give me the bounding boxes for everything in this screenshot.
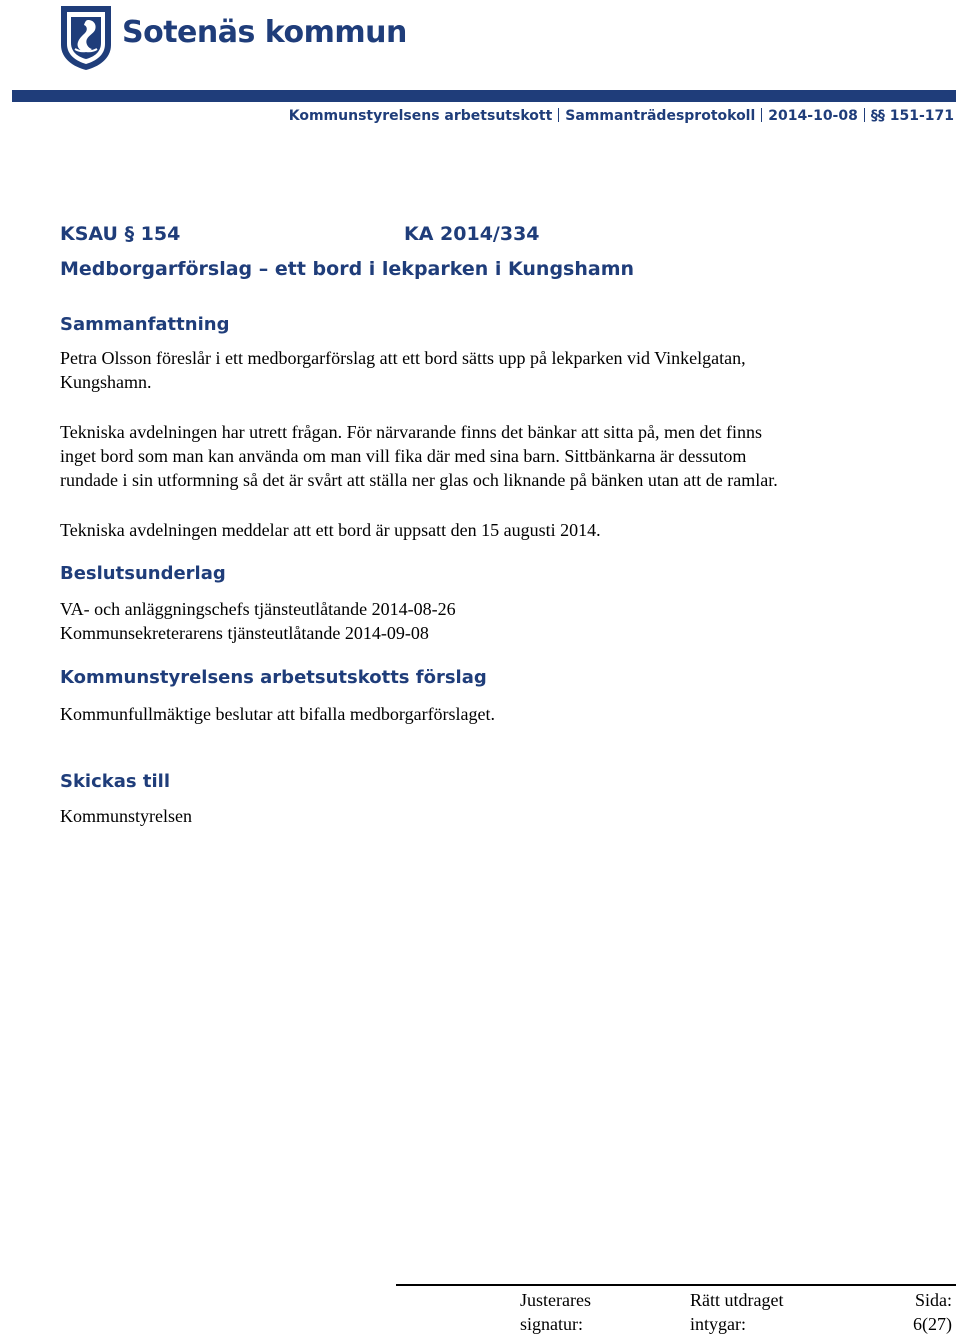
municipality-shield-icon [58, 3, 116, 71]
proposal-heading: Kommunstyrelsens arbetsutskotts förslag [60, 667, 487, 688]
header-protocol: Sammanträdesprotokoll [565, 108, 756, 124]
footer-ratt-utdraget [690, 1288, 783, 1336]
text-line: Tekniska avdelningen har utrett frågan. För närvarande finns det bänkar att sitta på, men det finns [60, 422, 762, 442]
summary-paragraph-3: Tekniska avdelningen meddelar att ett bord är uppsatt den 15 augusti 2014. [60, 520, 601, 540]
case-number: KA 2014/334 [404, 223, 540, 245]
footer-label: Rätt utdraget [690, 1290, 784, 1310]
footer-label: intygar: [690, 1314, 746, 1334]
header-separator [864, 108, 865, 122]
text-line: rundade i sin utformning så det är svårt att ställa ner glas och liknande på bänken utan att de ramlar. [60, 470, 778, 490]
summary-paragraph-1 [60, 346, 920, 394]
summary-heading: Sammanfattning [60, 314, 230, 335]
proposal-text: Kommunfullmäktige beslutar att bifalla medborgarförslaget. [60, 704, 496, 724]
case-title: Medborgarförslag – ett bord i lekparken i Kungshamn [60, 258, 635, 280]
footer-justerares [520, 1288, 591, 1336]
text-line: Kungshamn. [60, 372, 152, 392]
header-date: 2014-10-08 [768, 108, 858, 124]
footer-label: Justerares [520, 1290, 591, 1310]
header-committee: Kommunstyrelsens arbetsutskott [288, 108, 553, 124]
text-line: VA- och anläggningschefs tjänsteutlåtande 2014-08-26 [60, 599, 456, 619]
text-line: inget bord som man kan använda om man vill fika där med sina barn. Sittbänkarna är dessutom [60, 446, 747, 466]
header-rule [12, 90, 956, 102]
protocol-header [289, 108, 954, 124]
footer-page [913, 1288, 952, 1336]
header-separator [761, 108, 762, 122]
text-line: Petra Olsson föreslår i ett medborgarförslag att ett bord sätts upp på lekparken vid Vinkelgatan, [60, 348, 746, 368]
logo-text: Sotenäs kommun [122, 15, 407, 50]
footer-label: signatur: [520, 1314, 583, 1334]
header-paragraphs: §§ 151-171 [870, 108, 954, 124]
case-code: KSAU § 154 [60, 223, 181, 245]
sent-to-text: Kommunstyrelsen [60, 806, 192, 826]
logo [58, 3, 407, 73]
sent-to-heading: Skickas till [60, 771, 170, 792]
header-separator [558, 108, 559, 122]
page-label: Sida: [914, 1290, 952, 1310]
basis-heading: Beslutsunderlag [60, 563, 226, 584]
basis-list [60, 597, 920, 645]
page-number: 6(27) [913, 1314, 952, 1334]
footer-rule [396, 1284, 956, 1286]
summary-paragraph-2 [60, 420, 920, 492]
text-line: Kommunsekreterarens tjänsteutlåtande 2014-09-08 [60, 623, 429, 643]
